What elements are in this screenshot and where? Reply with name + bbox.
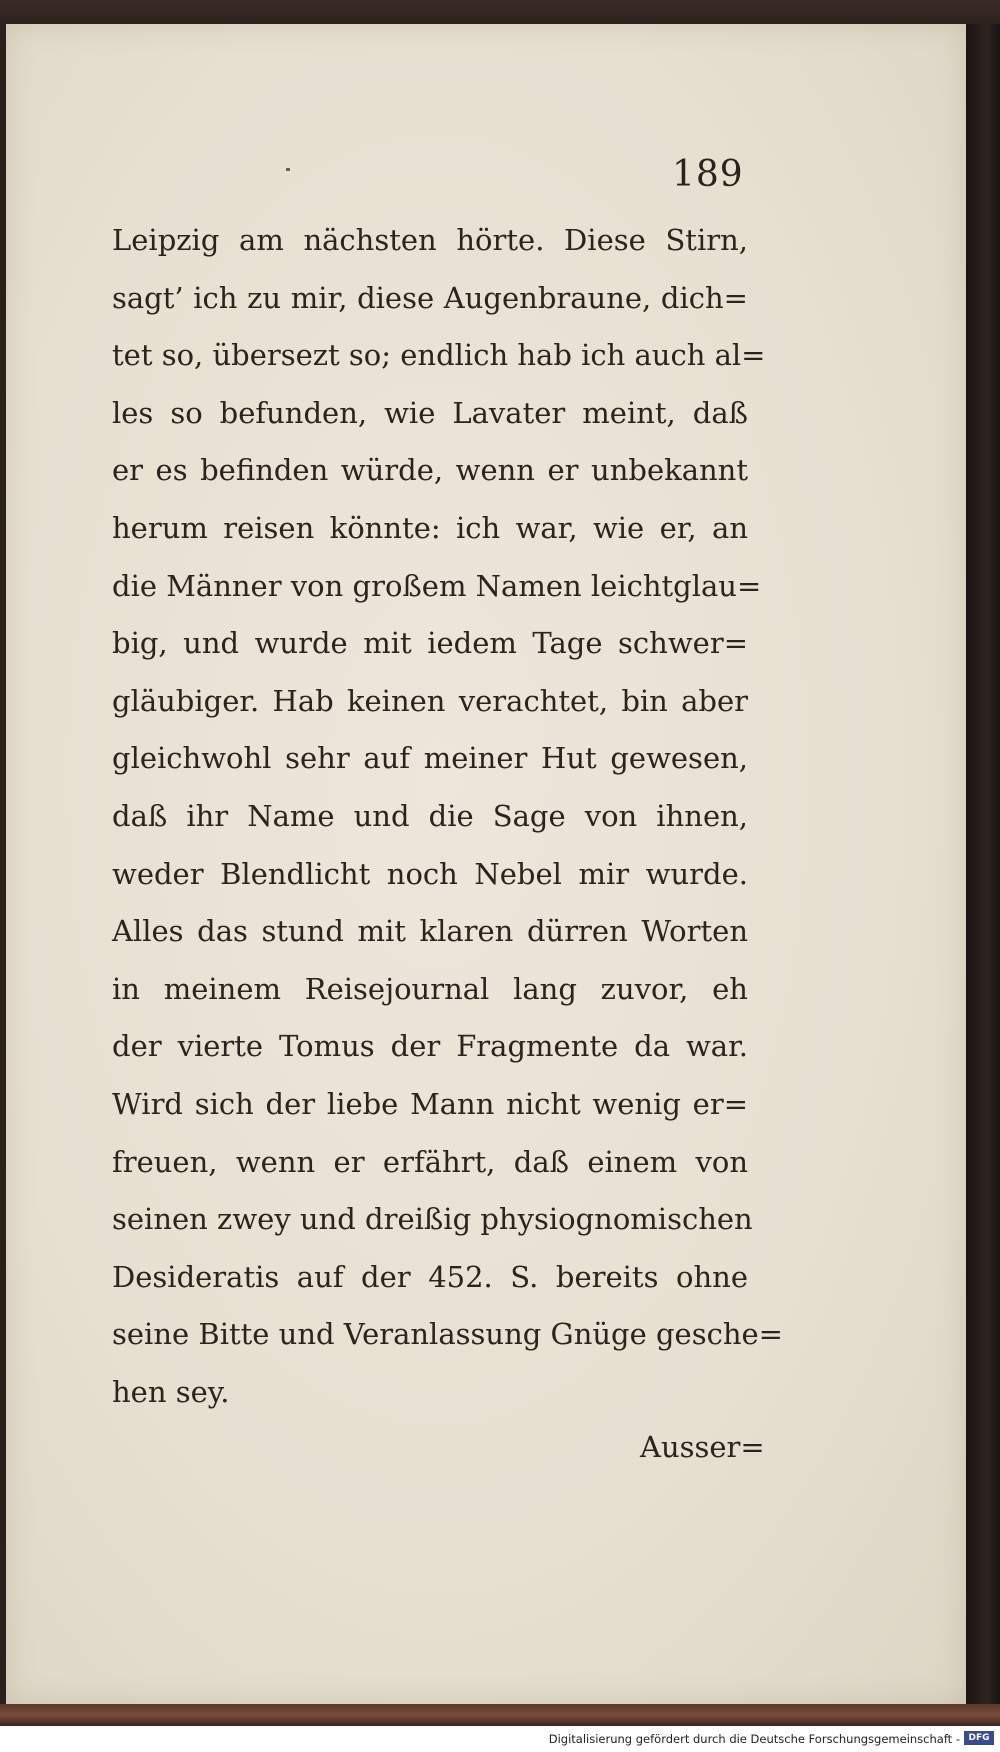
body-text xyxy=(112,212,783,1421)
text-line: gleichwohl sehr auf meiner Hut gewesen, xyxy=(112,741,748,776)
funding-credit: Digitalisierung gefördert durch die Deutsche Forschungsgemeinschaft - xyxy=(548,1732,960,1746)
page-number: 189 xyxy=(672,154,744,195)
text-line: hen sey. xyxy=(112,1374,230,1409)
text-line: daß ihr Name und die Sage von ihnen, xyxy=(112,798,748,833)
text-line: Wird sich der liebe Mann nicht wenig er= xyxy=(112,1086,748,1121)
text-line: die Männer von großem Namen leichtglau= xyxy=(112,568,762,603)
text-line: er es befinden würde, wenn er unbekannt xyxy=(112,453,748,488)
footer-bar xyxy=(0,1726,1000,1752)
text-line: sagt’ ich zu mir, diese Augenbraune, dich= xyxy=(112,280,748,315)
text-line: Leipzig am nächsten hörte. Diese Stirn, xyxy=(112,223,748,257)
text-line: Alles das stund mit klaren dürren Worten xyxy=(112,914,748,949)
book-binding-edge xyxy=(0,1704,1000,1726)
text-line: gläubiger. Hab keinen verachtet, bin aber xyxy=(112,683,748,718)
text-line: der vierte Tomus der Fragmente da war. xyxy=(112,1029,748,1064)
ink-mark xyxy=(286,168,290,171)
text-line: freuen, wenn er erfährt, daß einem von xyxy=(112,1144,748,1179)
text-line: les so befunden, wie Lavater meint, daß xyxy=(112,395,748,430)
text-line: in meinem Reisejournal lang zuvor, eh xyxy=(112,971,748,1006)
text-line: Desideratis auf der 452. S. bereits ohne xyxy=(112,1259,748,1294)
book-edge xyxy=(966,24,1000,1704)
catchword: Ausser= xyxy=(640,1430,765,1464)
text-line: seine Bitte und Veranlassung Gnüge gesche= xyxy=(112,1317,783,1352)
text-line: big, und wurde mit iedem Tage schwer= xyxy=(112,626,748,661)
text-line: weder Blendlicht noch Nebel mir wurde. xyxy=(112,856,748,891)
text-line: herum reisen könnte: ich war, wie er, an xyxy=(112,510,748,545)
text-line: seinen zwey und dreißig physiognomischen xyxy=(112,1202,753,1237)
text-line: tet so, übersezt so; endlich hab ich auch al= xyxy=(112,338,766,373)
dfg-logo: DFG xyxy=(964,1731,994,1745)
